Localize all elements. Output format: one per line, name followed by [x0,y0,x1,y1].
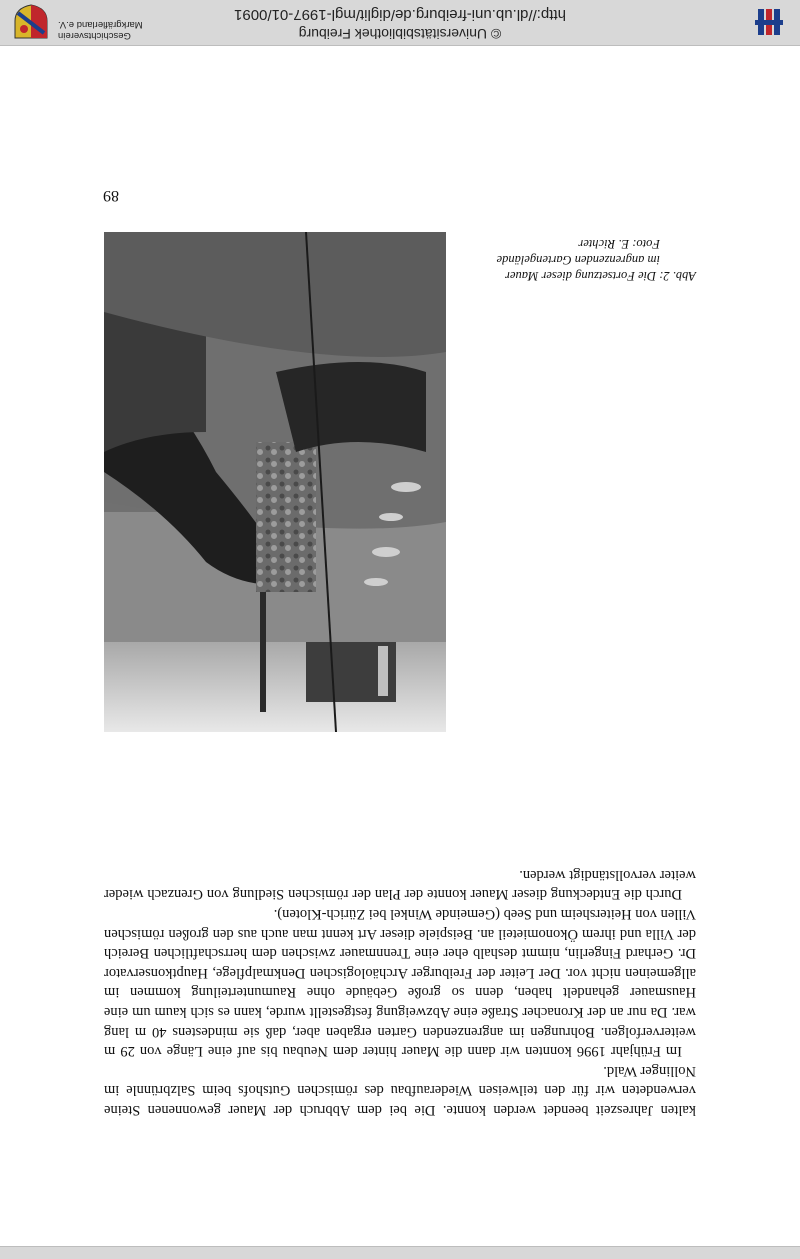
caption-credit: Foto: E. Richter [578,237,660,251]
society-name [58,19,168,41]
excavation-photo-image [104,232,446,732]
copyright-text: © Universitätsbibliothek Freiburg [298,26,502,42]
coat-of-arms-icon[interactable] [12,3,50,41]
society-line-2: Markgräflerland e.V. [58,19,143,30]
viewer-header-bar [0,0,800,46]
paragraph: Im Frühjahr 1996 konnten wir dann die Mauer hinter dem Neubau bis auf eine Länge von 29 m weiterverfolgen. Bohrungen im angrenzenden Garten ergaben aber, daß sie mindestens 40 m lang war. Da nur an der Kronacher Straße eine Abzweigung festgestellt wurde, kann es sich kaum um eine Hausmauer gehandelt haben, denn so große Gebäude ohne Raumunterteilung kommen im allgemeinen nicht vor. Der Leiter der Freiburger Archäologischen Denkmalpflege, Hauptkonservator Dr. Gerhard Fingerlin, nimmt deshalb eher eine Trennmauer zwischen dem herrschaftlichen Bereich der Villa und ihrem Ökonomieteil an. Beispiele dieser Art kennt man auch aus den großen römischen Villen von Heitersheim und Seeb (Gemeinde Winkel bei Zürich-Kloten). [104,906,696,1060]
caption-line-1: Abb. 2: Die Fortsetzung dieser Mauer [505,269,696,283]
figure-caption [456,236,696,284]
society-line-1: Geschichtsverein [58,30,131,41]
document-url-link[interactable]: http://dl.ub.uni-freiburg.de/diglit/mgl-1997-01/0091 [234,6,566,23]
excavation-photo [104,232,446,732]
paragraph: kalten Jahreszeit beendet werden konnte. Die bei dem Abbruch der Mauer gewonnenen Steine verwendeten wir für den teilweisen Wiederaufbau des römischen Gutshofs beim Salzbrünnle im Nollinger Wald. [104,1062,696,1118]
page-number: 89 [103,187,119,204]
caption-line-2: im angrenzenden Gartengelände [496,253,660,267]
viewer-footer-bar [0,1246,800,1259]
body-text [104,864,696,1119]
paragraph: Durch die Entdeckung dieser Mauer konnte der Plan der römischen Siedlung von Grenzach wieder weiter vervollständigt werden. [104,866,696,903]
